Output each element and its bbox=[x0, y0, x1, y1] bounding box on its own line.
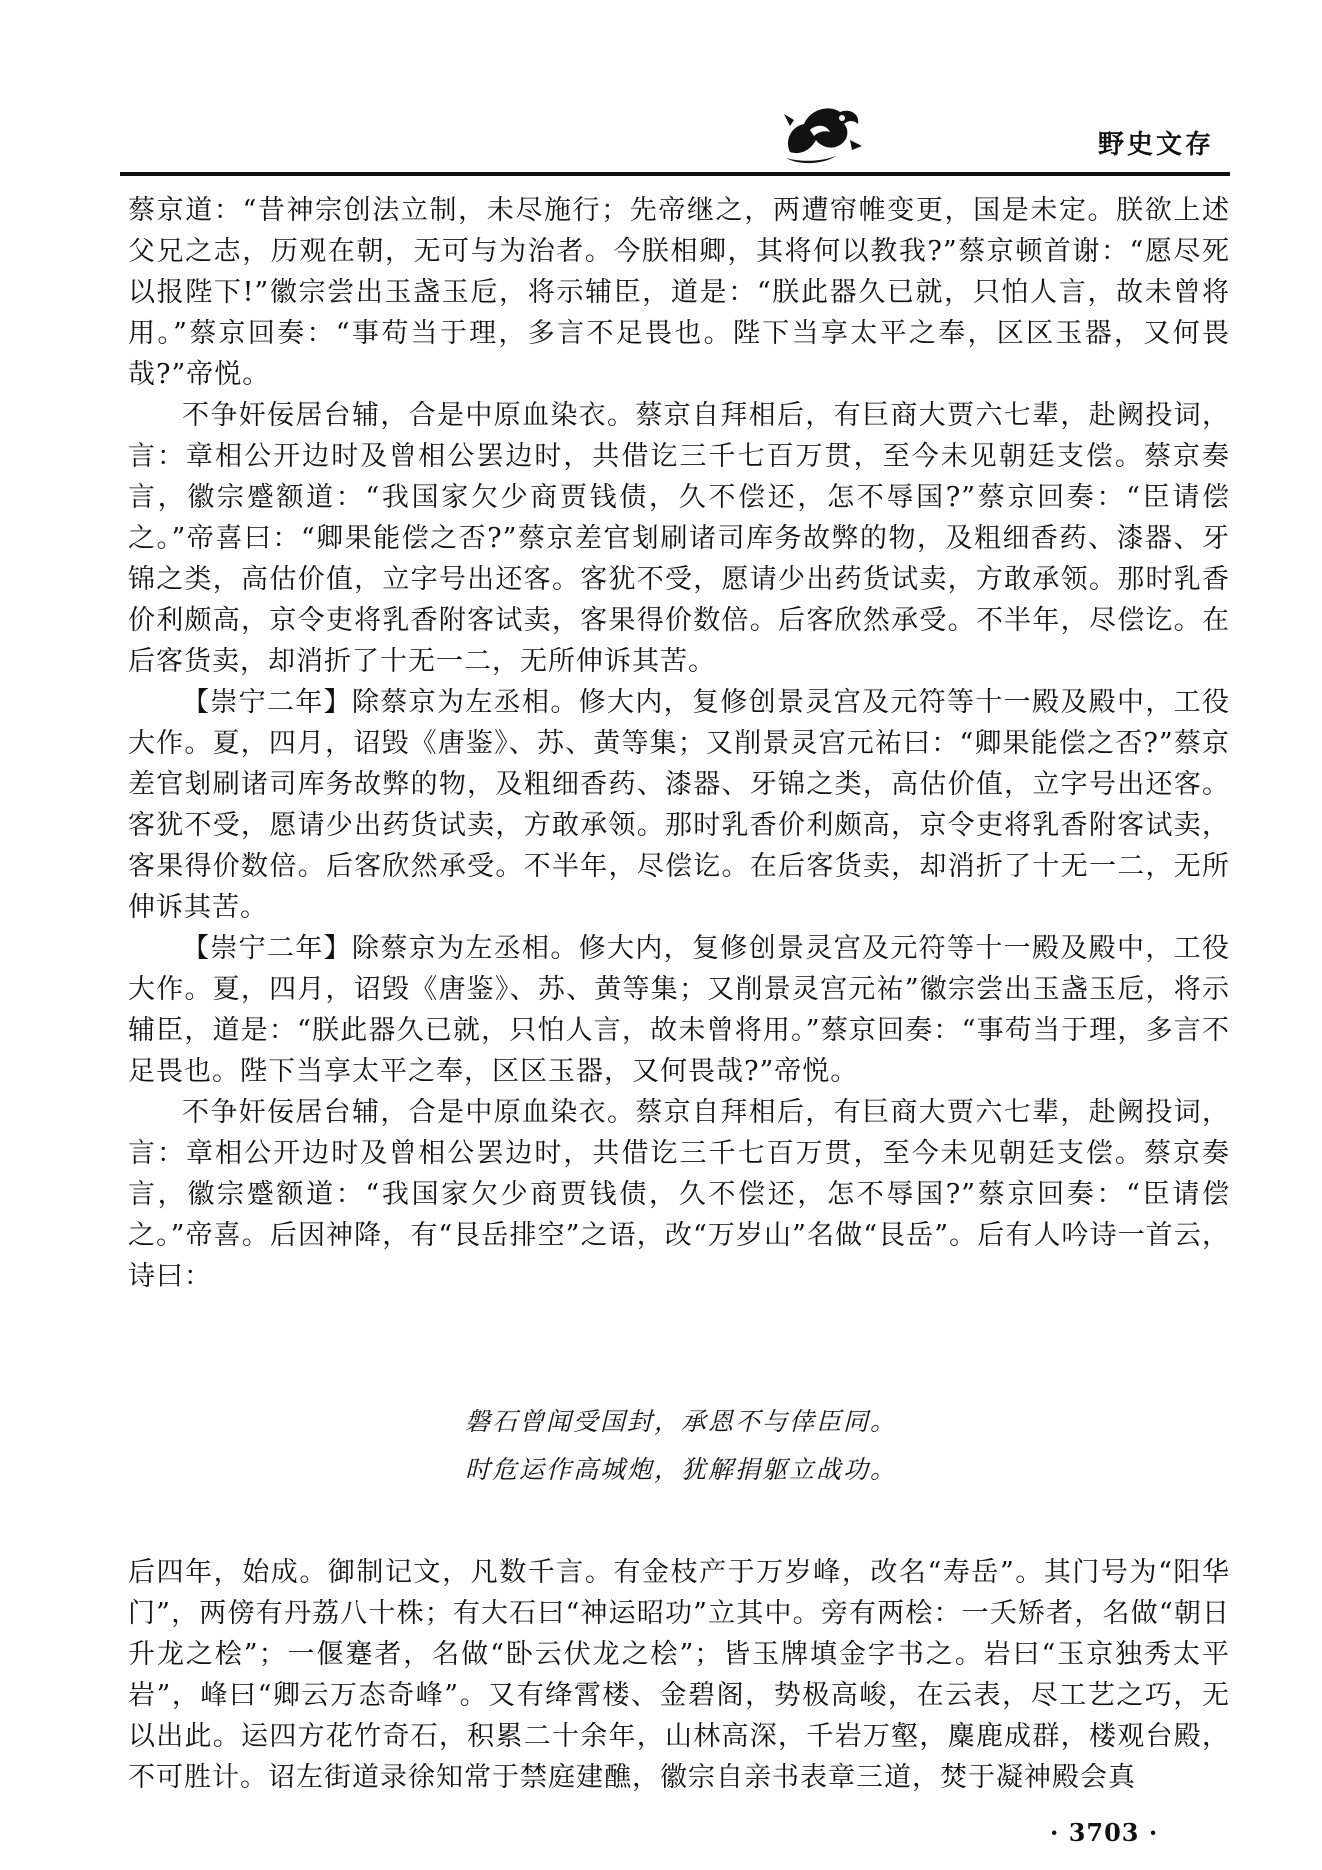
header-rule bbox=[120, 172, 1230, 176]
main-text bbox=[128, 190, 1230, 1297]
after-poem-text bbox=[128, 1552, 1230, 1798]
paragraph-3: 【崇宁二年】除蔡京为左丞相。修大内，复修创景灵宫及元符等十一殿及殿中，工役大作。夏，四月，诏毁《唐鉴》、苏、黄等集；又削景灵宫元祐曰：“卿果能偿之否?”蔡京差官刬刷诸司库务故弊的物，及粗细香药、漆器、牙锦之类，高估价值，立字号出还客。客犹不受，愿请少出药货试卖，方敢承领。那时乳香价利颇高，京令吏将乳香附客试卖，客果得价数倍。后客欣然承受。不半年，尽偿讫。在后客货卖，却消折了十无一二，无所伸诉其苦。 bbox=[128, 687, 1230, 923]
paragraph-5: 不争奸佞居台辅，合是中原血染衣。蔡京自拜相后，有巨商大贾六七辈，赴阙投词，言：章相公开边时及曾相公罢边时，共借讫三千七百万贯，至今未见朝廷支偿。蔡京奏言，徽宗蹙额道：“我国家欠少商贾钱债，久不偿还，怎不辱国?”蔡京回奏：“臣请偿之。”帝喜。后因神降，有“艮岳排空”之语，改“万岁山”名做“艮岳”。后有人吟诗一首云，诗曰： bbox=[128, 1097, 1230, 1292]
paragraph-1: 蔡京道：“昔神宗创法立制，未尽施行；先帝继之，两遭帘帷变更，国是未定。朕欲上述父兄之志，历观在朝，无可与为治者。今朕相卿，其将何以教我?”蔡京顿首谢：“愿尽死以报陛下!”徽宗尝出玉盏玉卮，将示辅臣，道是：“朕此器久已就，只怕人言，故未曾将用。”蔡京回奏：“事苟当于理，多言不足畏也。陛下当享太平之奉，区区玉器，又何畏哉?”帝悦。 bbox=[128, 195, 1230, 390]
paragraph-6: 后四年，始成。御制记文，凡数千言。有金枝产于万岁峰，改名“寿岳”。其门号为“阳华门”，两傍有丹荔八十株；有大石曰“神运昭功”立其中。旁有两桧：一夭矫者，名做“朝日升龙之桧”；一偃蹇者，名做“卧云伏龙之桧”；皆玉牌填金字书之。岩曰“玉京独秀太平岩”，峰曰“卿云万态奇峰”。又有绛霄楼、金碧阁，势极高峻，在云表，尽工艺之巧，无以出此。运四方花竹奇石，积累二十余年，山林高深，千岩万壑，麋鹿成群，楼观台殿，不可胜计。诏左街道录徐知常于禁庭建醮，徽宗自亲书表章三道，焚于凝神殿会真 bbox=[128, 1557, 1230, 1793]
poem bbox=[465, 1398, 897, 1494]
paragraph-4: 【崇宁二年】除蔡京为左丞相。修大内，复修创景灵宫及元符等十一殿及殿中，工役大作。夏，四月，诏毁《唐鉴》、苏、黄等集；又削景灵宫元祐”徽宗尝出玉盏玉卮，将示辅臣，道是：“朕此器久已就，只怕人言，故未曾将用。”蔡京回奏：“事苟当于理，多言不足畏也。陛下当享太平之奉，区区玉器，又何畏哉?”帝悦。 bbox=[128, 933, 1230, 1087]
poem-line-2: 时危运作高城炮，犹解捐躯立战功。 bbox=[465, 1455, 898, 1484]
poem-line-1: 磐石曾闻受国封，承恩不与倖臣同。 bbox=[465, 1407, 898, 1436]
page-number: · 3703 · bbox=[1050, 1818, 1159, 1847]
paragraph-2: 不争奸佞居台辅，合是中原血染衣。蔡京自拜相后，有巨商大贾六七辈，赴阙投词，言：章相公开边时及曾相公罢边时，共借讫三千七百万贯，至今未见朝廷支偿。蔡京奏言，徽宗蹙额道：“我国家欠少商贾钱债，久不偿还，怎不辱国?”蔡京回奏：“臣请偿之。”帝喜曰：“卿果能偿之否?”蔡京差官刬刷诸司库务故弊的物，及粗细香药、漆器、牙锦之类，高估价值，立字号出还客。客犹不受，愿请少出药货试卖，方敢承领。那时乳香价利颇高，京令吏将乳香附客试卖，客果得价数倍。后客欣然承受。不半年，尽偿讫。在后客货卖，却消折了十无一二，无所伸诉其苦。 bbox=[128, 400, 1230, 677]
page-header bbox=[120, 92, 1230, 178]
book-series-title: 野史文存 bbox=[1097, 130, 1214, 160]
dragon-emblem-icon bbox=[780, 100, 864, 166]
